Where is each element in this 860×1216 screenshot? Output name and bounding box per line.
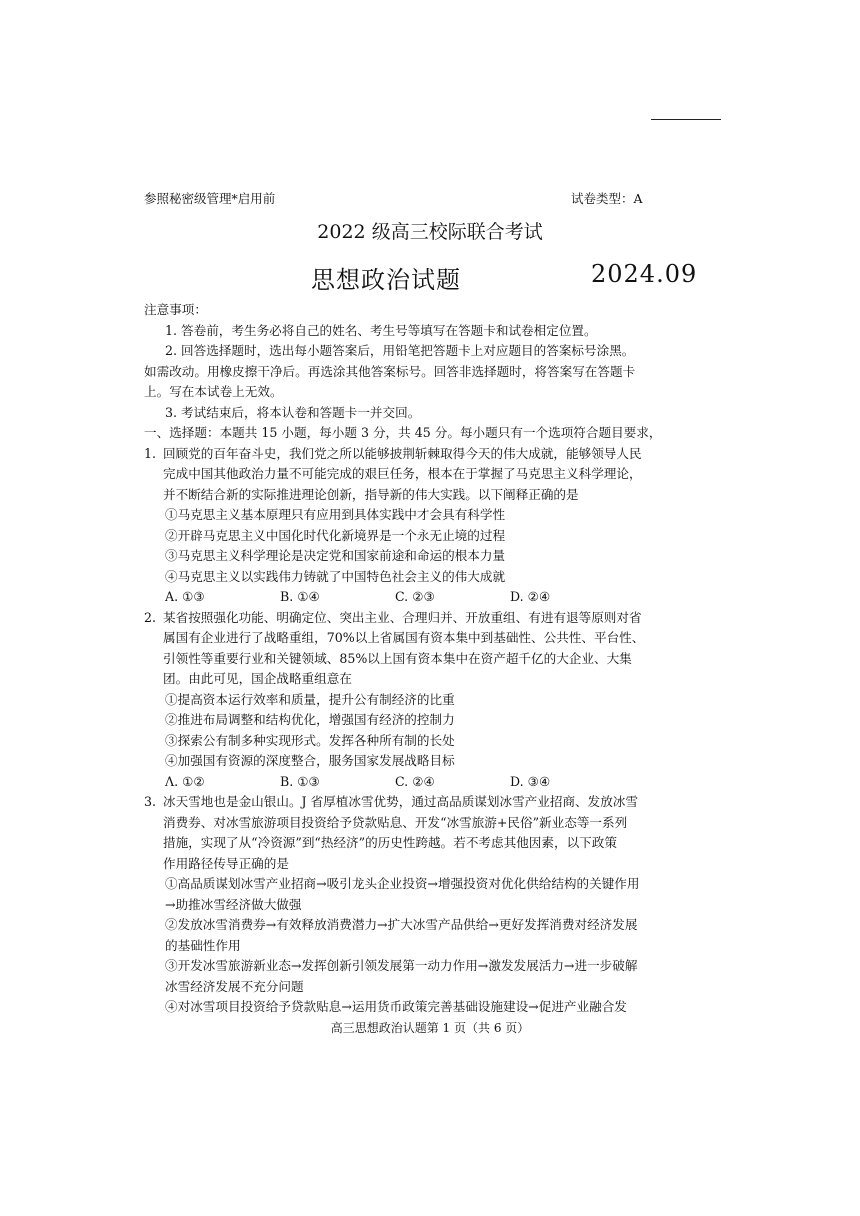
exam-body — [144, 300, 684, 1018]
question-3-statement-1-line-1: ①高品质谋划冰雪产业招商→吸引龙头企业投资→增强投资对优化供给结构的关键作用 — [165, 876, 640, 891]
subject-title: 思想政治试题 — [311, 266, 461, 294]
question-1-line-1 — [144, 444, 684, 465]
question-2-line-4: 团。由此可见，国企战略重组意在 — [163, 671, 352, 686]
question-1-number: 1. — [144, 445, 157, 461]
question-1-line-2: 完成中国其他政治力量不可能完成的艰巨任务，根本在于掌握了马克思主义科学理论， — [163, 466, 642, 481]
confidentiality-label: 参照秘密级管理*启用前 — [144, 191, 276, 206]
note-item-1: 1. 答卷前，考生务必将自己的姓名、考生号等填写在答题卡和试卷相定位置。 — [165, 322, 597, 338]
exam-date: 2024.09 — [591, 260, 698, 288]
question-2-statement-3: ③探索公有制多种实现形式。发挥各种所有制的长处 — [165, 732, 455, 748]
question-2-option-c: C. ②④ — [395, 773, 435, 789]
question-2-number: 2. — [144, 609, 157, 625]
question-3-statement-3-line-2: 冰雪经济发展不充分问题 — [165, 978, 304, 994]
question-2-statement-1: ①提高资本运行效率和质量，提升公有制经济的比重 — [165, 691, 455, 707]
question-1-statement-3: ③马克思主义科学理论是决定党和国家前途和命运的根本力量 — [165, 548, 506, 563]
question-3-line-4: 作用路径传导正确的是 — [163, 855, 289, 871]
page-footer: 高三思想政治认题第 1 页（共 6 页） — [330, 1021, 530, 1035]
top-rule — [651, 119, 721, 120]
question-2-option-a: Λ. ①② — [165, 773, 205, 789]
question-1-statement-1: ①马克思主义基本原理只有应用到具体实践中才会具有科学性 — [165, 507, 506, 522]
question-2-line-2: 属国有企业进行了战略重组，70%以上省属国有资本集中到基础性、公共性、平台性、 — [163, 630, 645, 645]
question-1-stem: 回顾党的百年奋斗史，我们党之所以能够披荆斩棘取得今天的伟大成就，能够领导人民 — [163, 445, 642, 461]
question-3-statement-2-line-1: ②发放冰雪消费券→有效释放消费潜力→扩大冰雪产品供给→更好发挥消费对经济发展 — [165, 917, 638, 932]
question-2-statement-2: ②推进布局调整和结构优化，增强国有经济的控制力 — [165, 712, 455, 727]
question-3-statement-2-line-2: 的基础性作用 — [165, 937, 241, 953]
note-item-2-line-2: 如需改动。用橡皮擦干净后。再选涂其他答案标号。回答非选择题时，将答案写在答题卡 — [144, 363, 636, 379]
note-item-2-line-3: 上。写在本试卷上无效。 — [144, 384, 283, 399]
question-2-option-d: D. ③④ — [510, 773, 551, 789]
question-3-line-2: 消费券、对冰雪旅游项目投资给予贷款贴息、开发“冰雪旅游+民俗”新业态等一系列 — [163, 814, 628, 830]
question-2-statement-4: ④加强国有资源的深度整合，服务国家发展战略目标 — [165, 753, 455, 768]
question-3-line-1 — [144, 792, 684, 813]
question-1-statement-2: ②开辟马克思主义中国化时代化新境界是一个永无止境的过程 — [165, 527, 506, 543]
question-1-option-a: A. ①③ — [165, 589, 205, 604]
section-1-heading: 一、选择题：本题共 15 小题，每小题 3 分，共 45 分。每小题只有一个选项符合题目要求， — [144, 425, 662, 440]
question-2-option-b: B. ①③ — [280, 773, 320, 789]
question-2-line-1 — [144, 608, 684, 629]
question-1-option-c: C. ②③ — [395, 589, 435, 604]
note-item-2-line-1: 2. 回答选择题时，选出每小题答案后，用铅笔把答题卡上对应题目的答案标号涂黑。 — [165, 343, 635, 358]
question-3-line-3: 措施，实现了从“冷资源”到“热经济”的历史性跨越。若不考虑其他因素，以下政策 — [163, 835, 617, 850]
question-1-option-b: B. ①④ — [280, 589, 320, 604]
question-1-statement-4: ④马克思主义以实践伟力铸就了中国特色社会主义的伟大成就 — [165, 568, 506, 584]
question-1-option-d: D. ②④ — [510, 589, 551, 604]
question-1-line-3: 并不断结合新的实际推进理论创新，指导新的伟大实践。以下阐释正确的是 — [163, 486, 579, 502]
question-2-line-3: 引领性等重要行业和关键领域、85%以上国有资本集中在资产超千亿的大企业、大集 — [163, 650, 632, 666]
note-item-3: 3. 考试结束后，将本认卷和答题卡一并交回。 — [165, 404, 421, 420]
question-3-statement-1-line-2: →助推冰雪经济做大做强 — [165, 896, 302, 912]
exam-title: 2022 级高三校际联合考试 — [317, 221, 543, 243]
question-1-options — [144, 587, 684, 608]
question-3-statement-3-line-1: ③开发冰雪旅游新业态→发挥创新引领发展第一动力作用→激发发展活力→进一步破解 — [165, 958, 638, 973]
question-2-options — [144, 772, 684, 793]
notes-heading: 注意事项： — [144, 302, 207, 317]
question-3-stem: 冰天雪地也是金山银山。J 省厚植冰雪优势，通过高品质谋划冰雪产业招商、发放冰雪 — [163, 794, 639, 809]
question-3-statement-4-line-1: ④对冰雪项目投资给予贷款贴息→运用货币政策完善基础设施建设→促进产业融合发 — [165, 999, 627, 1014]
question-2-stem: 某省按照强化功能、明确定位、突出主业、合理归并、开放重组、有进有退等原则对省 — [163, 609, 642, 625]
question-3-number: 3. — [144, 794, 157, 809]
paper-type-label: 试卷类型：A — [571, 191, 643, 206]
